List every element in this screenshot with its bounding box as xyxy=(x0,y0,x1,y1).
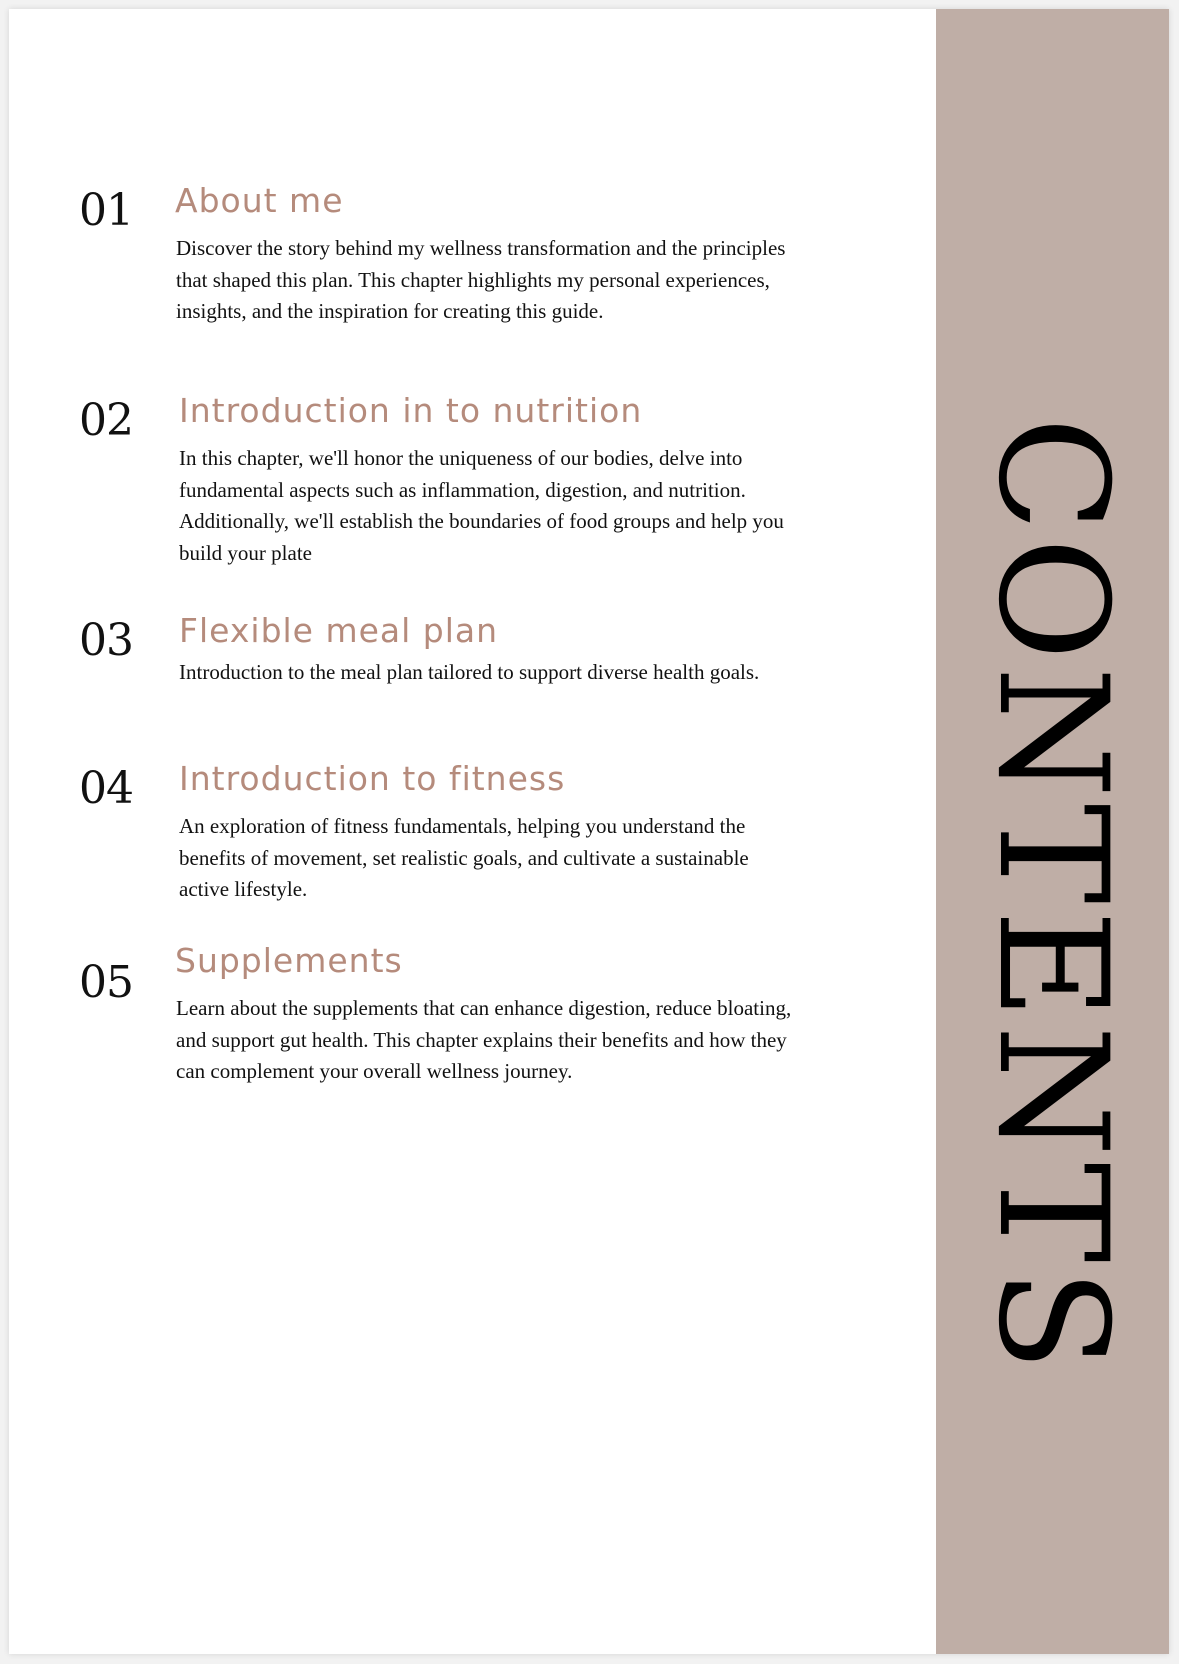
toc-entry-title[interactable]: Introduction in to nutrition xyxy=(179,391,643,430)
contents-sidebar xyxy=(936,9,1169,1654)
document-page xyxy=(9,9,1169,1654)
toc-entry-title[interactable]: Flexible meal plan xyxy=(179,611,499,650)
toc-entry-number: 02 xyxy=(79,395,133,446)
toc-entry-description: Learn about the supplements that can enhance digestion, reduce bloating, and support gut health. This chapter explains their benefits and how they can complement your overall wellness journey. xyxy=(176,996,792,1083)
toc-entry-number: 01 xyxy=(79,185,133,236)
toc-entry-description: Introduction to the meal plan tailored to support diverse health goals. xyxy=(179,660,760,684)
toc-entry-title[interactable]: Introduction to fitness xyxy=(179,759,566,798)
toc-entry-description: Discover the story behind my wellness transformation and the principles that shaped this plan. This chapter highlights my personal experiences, insights, and the inspiration for creating this guide. xyxy=(176,236,786,323)
toc-entry-title[interactable]: Supplements xyxy=(175,941,403,980)
toc-entry-title[interactable]: About me xyxy=(175,181,344,220)
contents-heading: CONTENTS xyxy=(965,416,1139,1378)
toc-entry-description: An exploration of fitness fundamentals, helping you understand the benefits of movement, set realistic goals, and cultivate a sustainable active lifestyle. xyxy=(179,814,749,901)
toc-entry-description: In this chapter, we'll honor the uniqueness of our bodies, delve into fundamental aspects such as inflammation, digestion, and nutrition. Additionally, we'll establish the boundaries of food groups and help you build your plate xyxy=(179,446,784,565)
toc-entry-number: 03 xyxy=(79,615,133,666)
toc-entry-number: 04 xyxy=(79,763,133,814)
toc-entry-number: 05 xyxy=(79,957,133,1008)
